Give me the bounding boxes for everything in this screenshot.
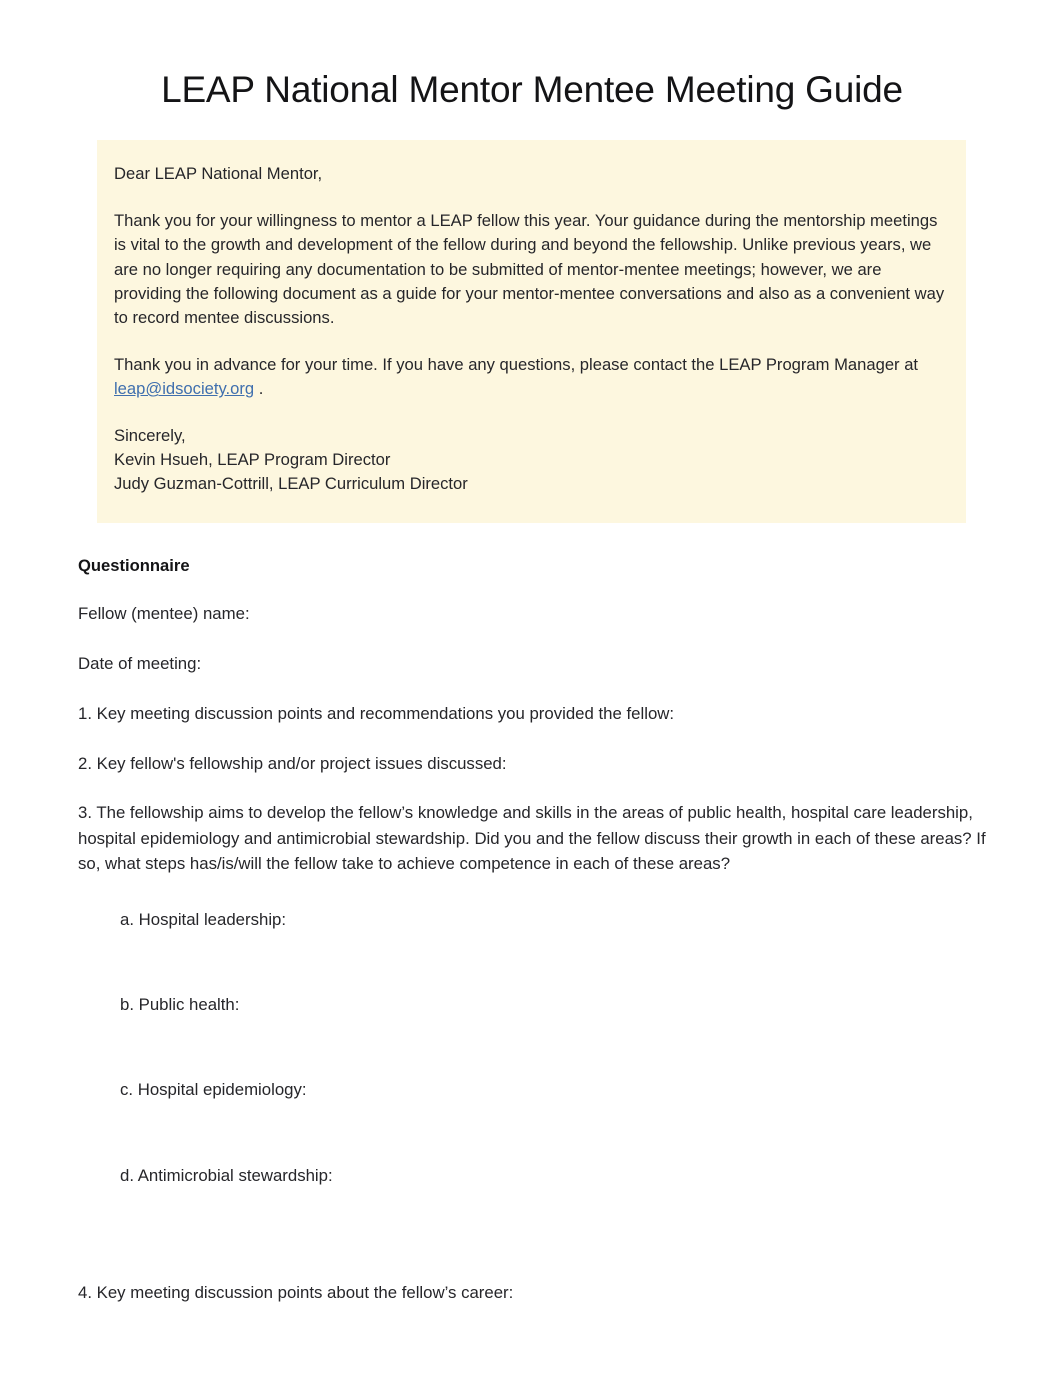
letter-salutation: Dear LEAP National Mentor, (114, 164, 323, 184)
meeting-date-field-label: Date of meeting: (78, 653, 202, 673)
letter-paragraph-2-lead: Thank you in advance for your time. If you have any questions, please contact the LEAP Program Manager at (114, 354, 919, 374)
letter-paragraph-2 (114, 353, 948, 402)
leap-email-link[interactable]: leap@idsociety.org (114, 379, 255, 399)
questionnaire-heading: Questionnaire (78, 555, 190, 575)
letter-paragraph-1: Thank you for your willingness to mentor a LEAP fellow this year. Your guidance during the mentorship meetings is vital to the growth and development of the fellow during and beyond the fellowship. Unlike previous years, we are no longer requiring any documentation to be submitted of mentor-mentee meetings; however, we are providing the following document as a guide for your mentor-mentee conversations and also as a convenient way to record mentee discussions. (114, 210, 945, 328)
question-1: 1. Key meeting discussion points and recommendations you provided the fellow: (78, 704, 675, 724)
letter-signature-program-director: Kevin Hsueh, LEAP Program Director (114, 449, 391, 469)
letter-highlight-block (97, 140, 966, 522)
question-2: 2. Key fellow's fellowship and/or project issues discussed: (78, 754, 507, 774)
letter-closing: Sincerely, (114, 425, 186, 445)
questionnaire-section (0, 556, 1064, 1305)
sub-item-hospital-leadership: a. Hospital leadership: (120, 910, 287, 929)
question-3: 3. The fellowship aims to develop the fellow’s knowledge and skills in the areas of public health, hospital care leadership, hospital epidemiology and antimicrobial stewardship. Did you and the fellow discuss their growth in each of these areas? If so, what steps has/is/will the fellow take to achieve competence in each of these areas? (78, 803, 986, 873)
question-4: 4. Key meeting discussion points about the fellow’s career: (78, 1282, 514, 1302)
letter-signature-block (114, 424, 948, 497)
page-title: LEAP National Mentor Mentee Meeting Guide (161, 69, 903, 110)
sub-item-public-health: b. Public health: (120, 995, 240, 1015)
letter-signature-curriculum-director: Judy Guzman-Cottrill, LEAP Curriculum Director (114, 474, 468, 494)
question-3-sub-items (78, 907, 990, 1188)
sub-item-hospital-epidemiology: c. Hospital epidemiology: (120, 1080, 307, 1100)
fellow-name-field-label: Fellow (mentee) name: (78, 603, 250, 623)
sub-item-antimicrobial-stewardship: d. Antimicrobial stewardship: (120, 1165, 333, 1185)
letter-paragraph-2-tail: . (254, 379, 264, 399)
